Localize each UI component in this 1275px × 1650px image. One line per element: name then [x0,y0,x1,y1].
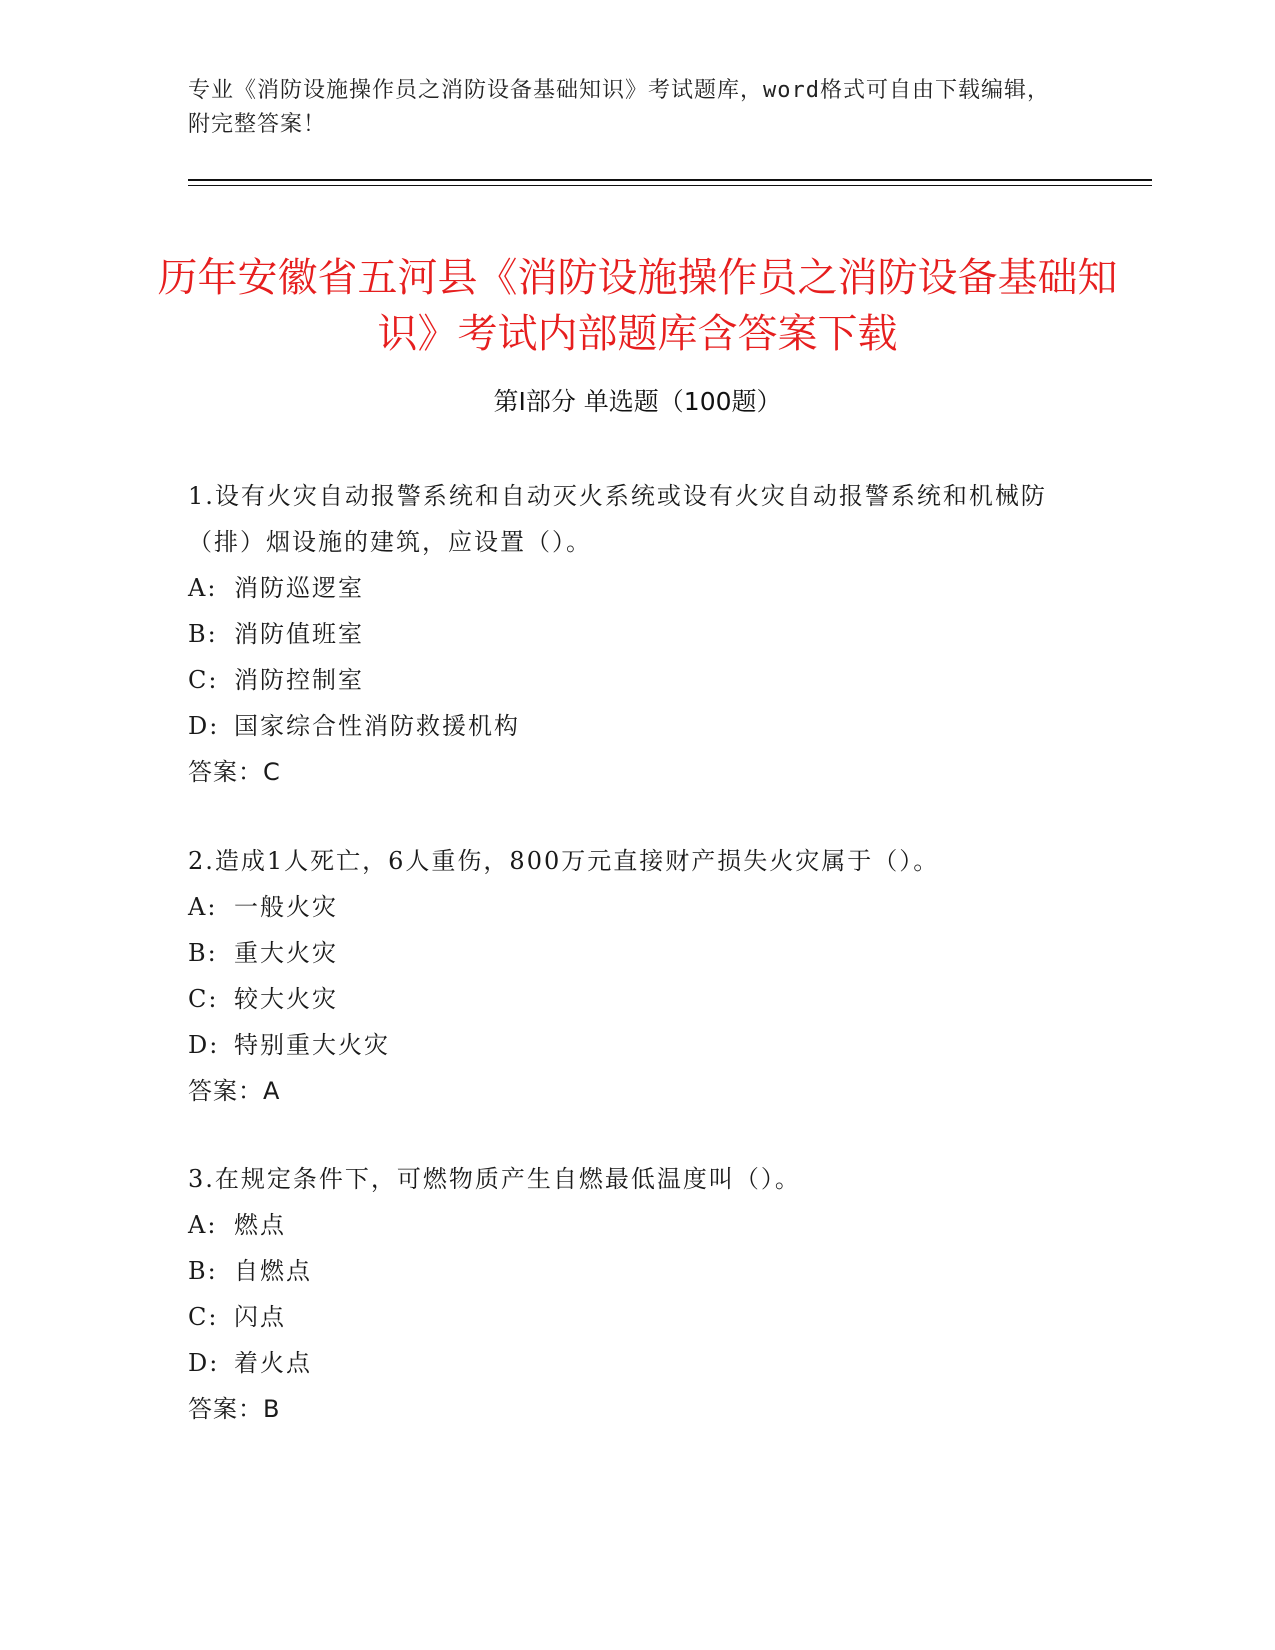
option-b [188,611,1068,657]
option-letter: D: [188,712,220,740]
option-letter: C: [188,1303,219,1331]
header-divider-thin [188,185,1152,186]
option-a [188,1202,1068,1248]
option-letter: D: [188,1031,220,1059]
section-title: 第Ⅰ部分 单选题（100题） [493,387,782,416]
question-stem: 3.在规定条件下，可燃物质产生自燃最低温度叫（）。 [188,1165,801,1193]
option-text: 闪点 [234,1303,286,1331]
option-text: 一般火灾 [234,893,338,921]
option-text: 消防值班室 [234,620,364,648]
option-a [188,884,1068,930]
option-text: 自燃点 [234,1257,312,1285]
option-text: 消防巡逻室 [234,574,364,602]
option-b [188,930,1068,976]
question-stem: 2.造成1人死亡，6人重伤，800万元直接财产损失火灾属于（）。 [188,847,940,875]
option-letter: A: [188,893,218,921]
option-c [188,657,1068,703]
option-letter: A: [188,574,218,602]
question-1 [188,473,1068,795]
document-title: 历年安徽省五河县《消防设施操作员之消防设备基础知识》考试内部题库含答案下载 [157,254,1118,357]
option-letter: B: [188,1257,218,1285]
answer: 答案：A [188,1077,281,1105]
option-text: 特别重大火灾 [234,1031,390,1059]
option-c [188,976,1068,1022]
option-letter: D: [188,1349,220,1377]
option-text: 着火点 [234,1349,312,1377]
option-letter: B: [188,620,218,648]
option-d [188,703,1068,749]
option-letter: A: [188,1211,218,1239]
answer: 答案：B [188,1395,281,1423]
question-2 [188,838,1068,1114]
option-text: 燃点 [234,1211,286,1239]
header-note: 专业《消防设施操作员之消防设备基础知识》考试题库，word格式可自由下载编辑，附完整答案！ [188,78,1050,137]
option-text: 消防控制室 [234,666,364,694]
answer: 答案：C [188,758,281,786]
option-letter: C: [188,666,219,694]
question-3 [188,1156,1068,1432]
option-letter: B: [188,939,218,967]
header-divider-thick [188,179,1152,181]
option-d [188,1022,1068,1068]
option-d [188,1340,1068,1386]
option-text: 较大火灾 [234,985,338,1013]
option-b [188,1248,1068,1294]
question-stem: 1.设有火灾自动报警系统和自动灭火系统或设有火灾自动报警系统和机械防（排）烟设施的建筑，应设置（）。 [188,482,1047,556]
option-text: 重大火灾 [234,939,338,967]
option-a [188,565,1068,611]
option-text: 国家综合性消防救援机构 [234,712,520,740]
option-c [188,1294,1068,1340]
option-letter: C: [188,985,219,1013]
